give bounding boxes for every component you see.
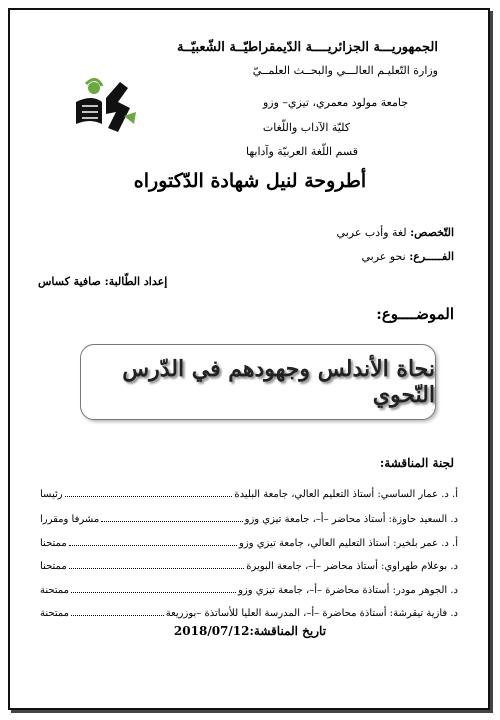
leader-dots bbox=[69, 545, 237, 546]
department-heading: قسم اللّغة العربيّة وآدابها bbox=[245, 145, 358, 158]
leader-dots bbox=[101, 521, 242, 522]
branch-label: الفـــــرع: bbox=[409, 250, 454, 263]
member-role: مشرفا ومقررا bbox=[40, 514, 100, 525]
republic-heading: الجمهوريـــة الجزائريــــة الدّيمقراطيّــة الشّعبيّــة bbox=[176, 40, 438, 55]
member-role: ممتحنا bbox=[40, 561, 67, 572]
member-name: أ. د. عمار الساسي: أستاذ التعليم العالي، جامعة البليدة bbox=[234, 489, 458, 500]
branch-value: نحو عربي bbox=[361, 250, 406, 263]
committee-member bbox=[40, 601, 458, 619]
student-name: إعداد الطّالبة: صافية كساس bbox=[38, 275, 168, 288]
branch-line bbox=[362, 250, 455, 263]
member-role: ممتحنة bbox=[40, 608, 69, 619]
university-heading: جامعة مولود معمري، تيزي– وزو bbox=[262, 96, 408, 109]
member-role: ممتحنة bbox=[40, 585, 69, 596]
leader-dots bbox=[69, 568, 245, 569]
member-name: د. بوعلام طهراوي: أستاذ محاضر –أ–، جامعة البويرة bbox=[246, 561, 458, 572]
member-role: رئيسا bbox=[40, 489, 63, 500]
committee-member bbox=[40, 507, 458, 525]
committee-member bbox=[40, 578, 458, 596]
committee-member bbox=[40, 531, 458, 549]
defense-date: تاريخ المناقشة:2018/07/12 bbox=[173, 624, 327, 638]
faculty-heading: كليّة الآداب واللّغات bbox=[262, 121, 350, 134]
member-name: أ. د. عمر بلخير: أستاذ التعليم العالي، جامعة تيزي وزو bbox=[239, 538, 458, 549]
ministry-heading: وزارة التّعليـم العالـــي والبحــث العلمــيّ bbox=[252, 64, 438, 77]
committee-title: لجنة المناقشة: bbox=[379, 456, 454, 470]
leader-dots bbox=[71, 592, 236, 593]
member-name: د. فازية تيقرشة: أستاذة محاضرة –أ–، المدرسة العليا للأساتذة –بوزريعة bbox=[165, 608, 458, 619]
thesis-title: أطروحة لنيل شهادة الدّكتوراه bbox=[133, 170, 367, 192]
member-name: د. الجوهر مودر: أستاذة محاضرة –أ–، جامعة تيزي وزو bbox=[238, 585, 458, 596]
member-role: ممتحنا bbox=[40, 538, 67, 549]
topic-box bbox=[80, 344, 436, 420]
specialty-value: لغة وأدب عربي bbox=[336, 226, 407, 239]
committee-member bbox=[40, 554, 458, 572]
specialty-line bbox=[337, 226, 454, 239]
committee-member bbox=[40, 482, 458, 500]
specialty-label: التّخصص: bbox=[410, 226, 454, 239]
topic-title: نحاة الأندلس وجهودهم في الدّرس النّحوي bbox=[122, 356, 435, 408]
leader-dots bbox=[65, 496, 233, 497]
member-name: د. السعيد حاوزة: أستاذ محاضر –أ–، جامعة تيزي وزو bbox=[244, 514, 458, 525]
university-logo-icon bbox=[72, 72, 144, 144]
topic-label: الموضــــوع: bbox=[376, 305, 454, 323]
leader-dots bbox=[71, 615, 164, 616]
